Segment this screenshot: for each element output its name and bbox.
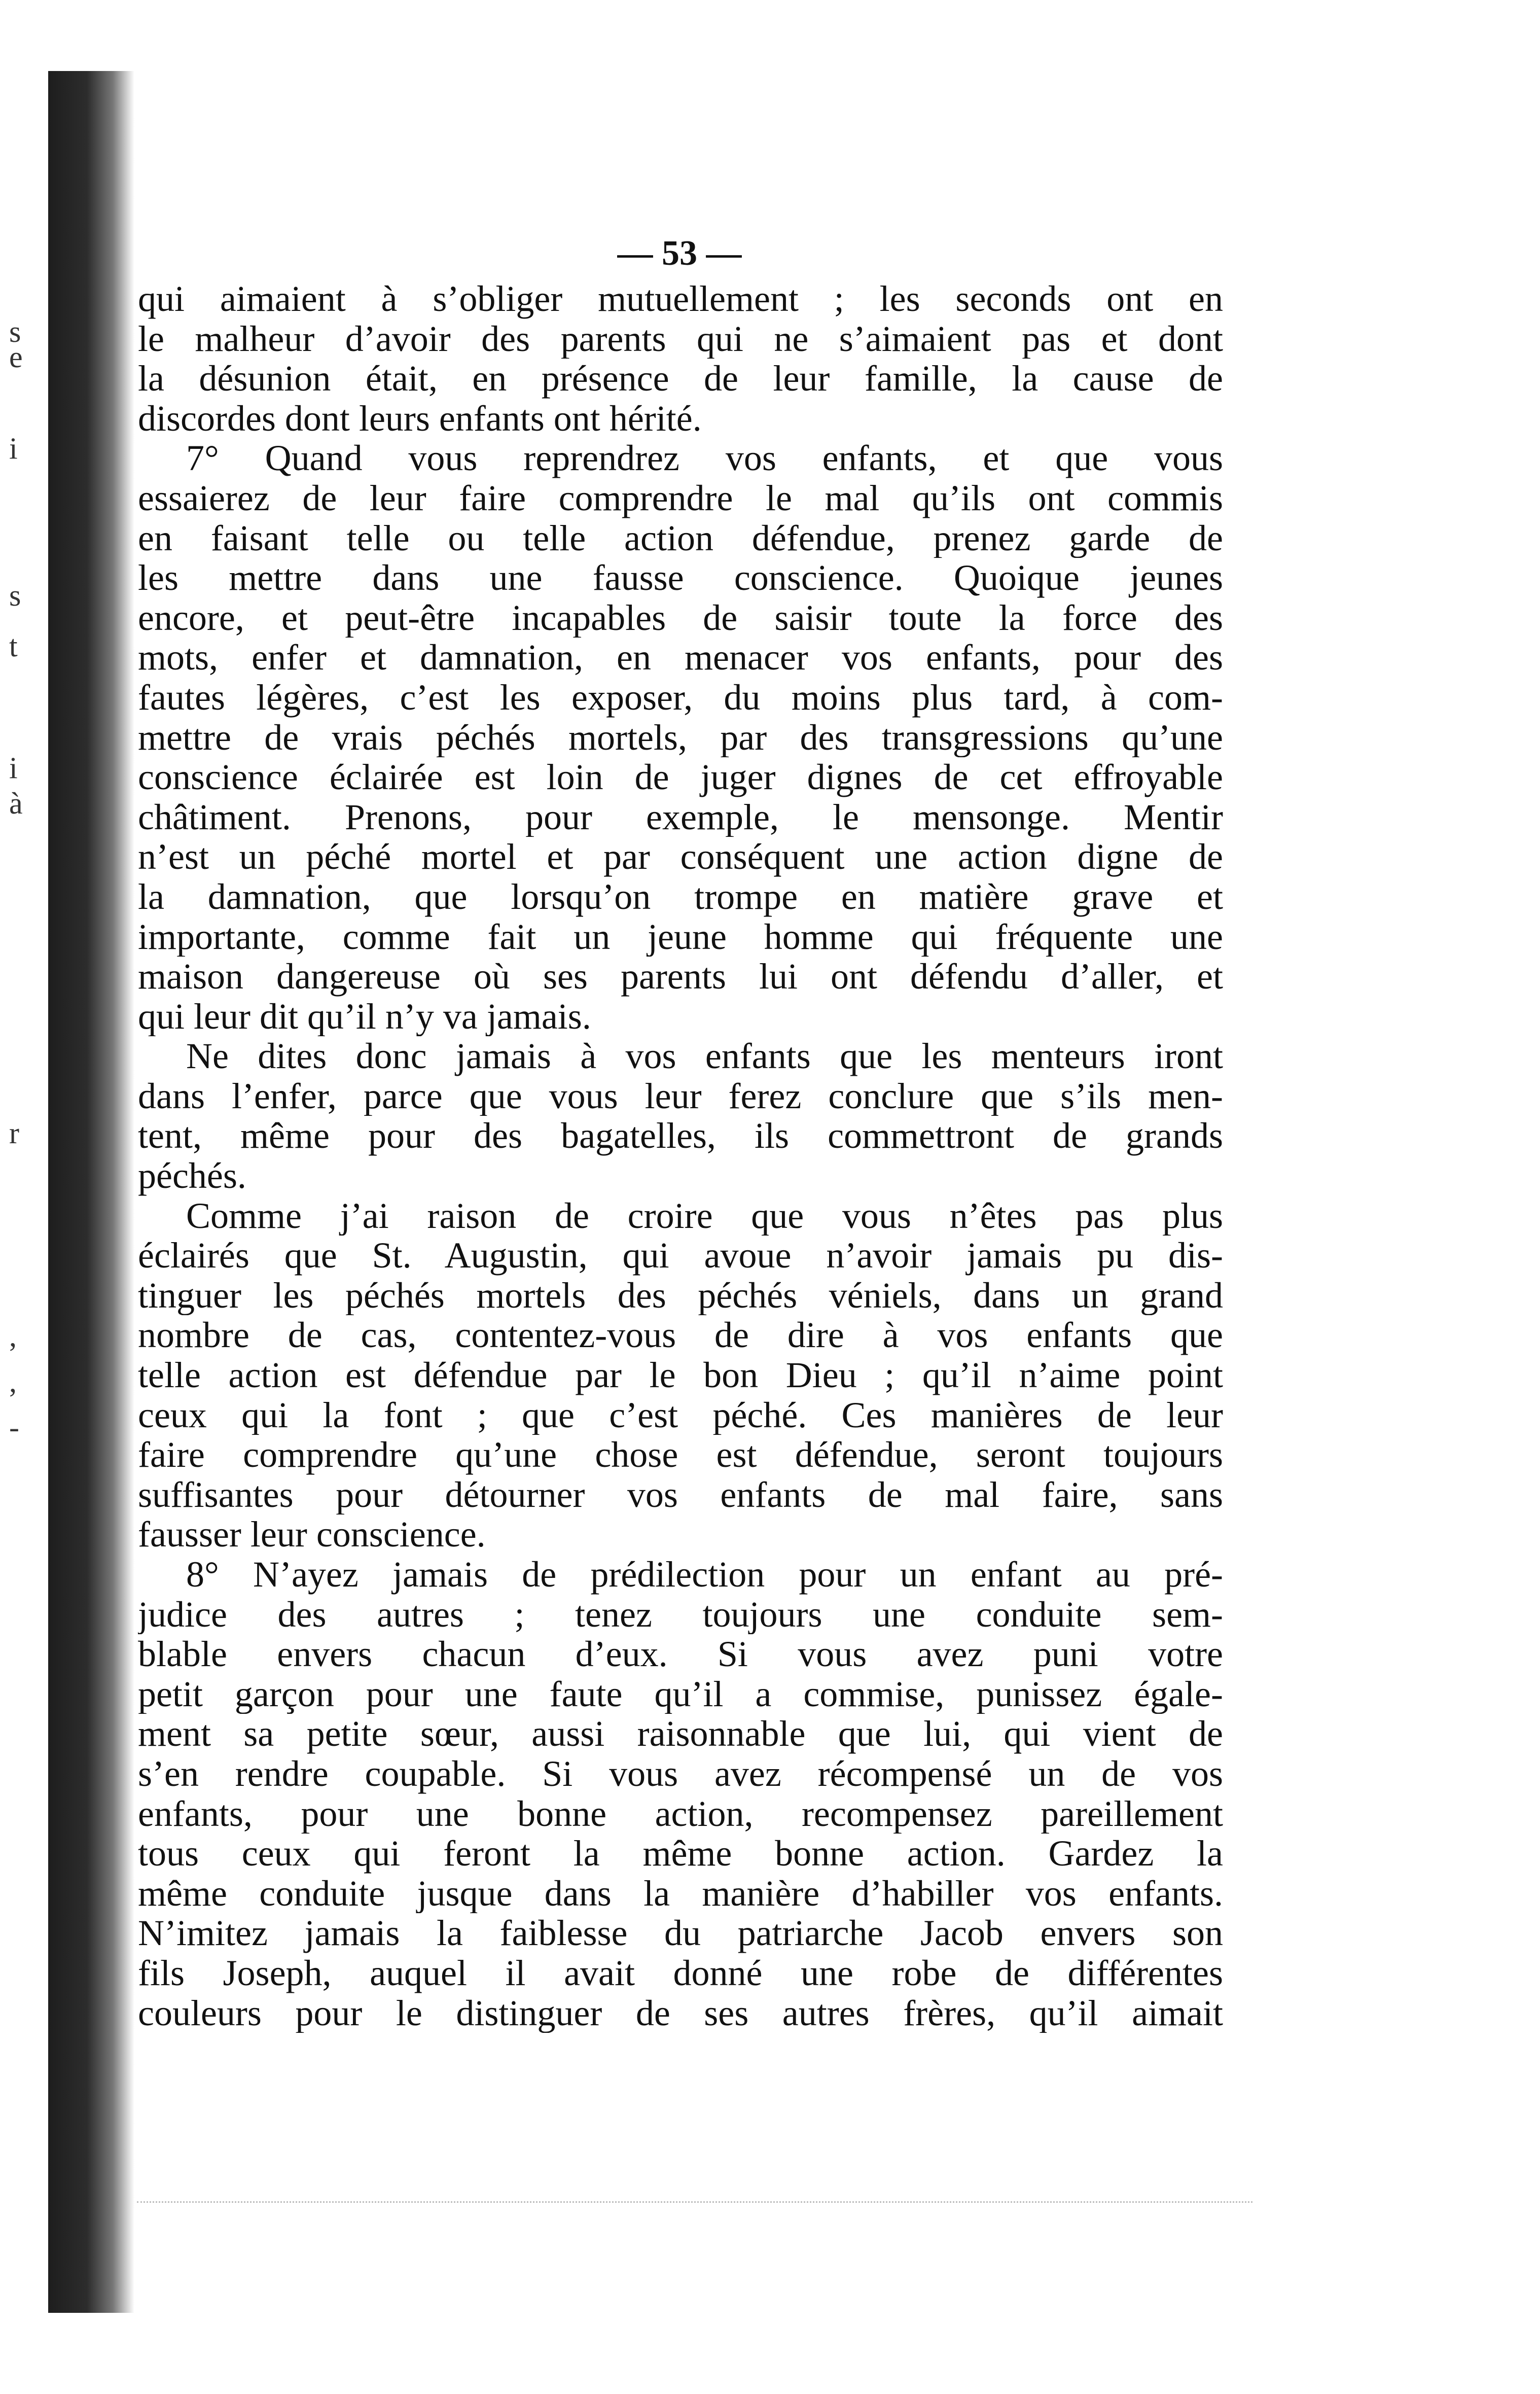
- margin-char: à: [9, 787, 23, 820]
- text-line: Ne dites donc jamais à vos enfants que les menteurs iront: [186, 1036, 1223, 1076]
- text-line: mots, enfer et damnation, en menacer vos enfants, pour des: [138, 638, 1223, 678]
- text-line: la désunion était, en présence de leur famille, la cause de: [138, 359, 1223, 399]
- text-line: qui leur dit qu’il n’y va jamais.: [138, 996, 591, 1037]
- text-line: ceux qui la font ; que c’est péché. Ces manières de leur: [138, 1395, 1223, 1435]
- page-number: — 53 —: [617, 234, 742, 273]
- margin-char: t: [9, 629, 18, 663]
- text-line: 8° N’ayez jamais de prédilection pour un enfant au pré-: [186, 1555, 1223, 1595]
- margin-char: ,: [9, 1365, 17, 1398]
- text-line: châtiment. Prenons, pour exemple, le mensonge. Mentir: [138, 797, 1223, 837]
- text-line: la damnation, que lorsqu’on trompe en matière grave et: [138, 876, 1223, 917]
- text-line: maison dangereuse où ses parents lui ont défendu d’aller, et: [138, 957, 1223, 997]
- text-line: enfants, pour une bonne action, recompensez pareillement: [138, 1793, 1223, 1834]
- text-line: telle action est défendue par le bon Dieu ; qu’il n’aime point: [138, 1355, 1223, 1395]
- margin-char: ,: [9, 1319, 17, 1353]
- margin-char: -: [9, 1411, 19, 1444]
- text-line: discordes dont leurs enfants ont hérité.: [138, 398, 702, 439]
- margin-char: i: [9, 432, 18, 465]
- text-line: le malheur d’avoir des parents qui ne s’aimaient pas et dont: [138, 319, 1223, 359]
- text-line: s’en rendre coupable. Si vous avez récompensé un de vos: [138, 1753, 1223, 1794]
- text-line: Comme j’ai raison de croire que vous n’êtes pas plus: [186, 1195, 1223, 1236]
- text-line: n’est un péché mortel et par conséquent une action digne de: [138, 837, 1223, 877]
- text-line: essaierez de leur faire comprendre le mal qu’ils ont commis: [138, 478, 1223, 518]
- text-line: les mettre dans une fausse conscience. Quoique jeunes: [138, 558, 1223, 598]
- text-line: dans l’enfer, parce que vous leur ferez conclure que s’ils men-: [138, 1076, 1223, 1116]
- text-line: qui aimaient à s’obliger mutuellement ; les seconds ont en: [138, 279, 1223, 319]
- book-binding-shadow: [48, 71, 134, 2313]
- text-line: suffisantes pour détourner vos enfants de mal faire, sans: [138, 1474, 1223, 1515]
- scan-artifact-line: [137, 2201, 1252, 2203]
- text-line: éclairés que St. Augustin, qui avoue n’avoir jamais pu dis-: [138, 1236, 1223, 1276]
- margin-char: e: [9, 340, 23, 374]
- adjacent-page-margin: [9, 304, 34, 1826]
- text-line: petit garçon pour une faute qu’il a commise, punissez égale-: [138, 1674, 1223, 1714]
- body-text: [138, 279, 1223, 2033]
- text-line: en faisant telle ou telle action défendue, prenez garde de: [138, 518, 1223, 558]
- text-line: 7° Quand vous reprendrez vos enfants, et que vous: [186, 438, 1223, 478]
- text-line: couleurs pour le distinguer de ses autres frères, qu’il aimait: [138, 1993, 1223, 2033]
- text-line: conscience éclairée est loin de juger dignes de cet effroyable: [138, 757, 1223, 797]
- text-line: fausser leur conscience.: [138, 1515, 486, 1555]
- text-line: blable envers chacun d’eux. Si vous avez puni votre: [138, 1634, 1223, 1674]
- text-line: tent, même pour des bagatelles, ils commettront de grands: [138, 1116, 1223, 1156]
- text-line: fautes légères, c’est les exposer, du moins plus tard, à com-: [138, 677, 1223, 718]
- text-line: N’imitez jamais la faiblesse du patriarche Jacob envers son: [138, 1913, 1223, 1953]
- text-line: encore, et peut-être incapables de saisir toute la force des: [138, 597, 1223, 638]
- text-line: judice des autres ; tenez toujours une conduite sem-: [138, 1594, 1223, 1635]
- text-line: mettre de vrais péchés mortels, par des transgressions qu’une: [138, 717, 1223, 758]
- margin-char: i: [9, 751, 18, 785]
- text-line: nombre de cas, contentez-vous de dire à vos enfants que: [138, 1315, 1223, 1356]
- margin-char: s: [9, 315, 21, 348]
- text-line: ment sa petite sœur, aussi raisonnable que lui, qui vient de: [138, 1714, 1223, 1754]
- text-line: tinguer les péchés mortels des péchés véniels, dans un grand: [138, 1275, 1223, 1316]
- margin-char: s: [9, 579, 21, 612]
- margin-char: r: [9, 1116, 19, 1150]
- text-line: tous ceux qui feront la même bonne action. Gardez la: [138, 1834, 1223, 1874]
- text-line: fils Joseph, auquel il avait donné une robe de différentes: [138, 1953, 1223, 1993]
- text-line: péchés.: [138, 1156, 246, 1196]
- text-line: faire comprendre qu’une chose est défendue, seront toujours: [138, 1435, 1223, 1475]
- text-line: importante, comme fait un jeune homme qui fréquente une: [138, 917, 1223, 957]
- text-line: même conduite jusque dans la manière d’habiller vos enfants.: [138, 1873, 1223, 1914]
